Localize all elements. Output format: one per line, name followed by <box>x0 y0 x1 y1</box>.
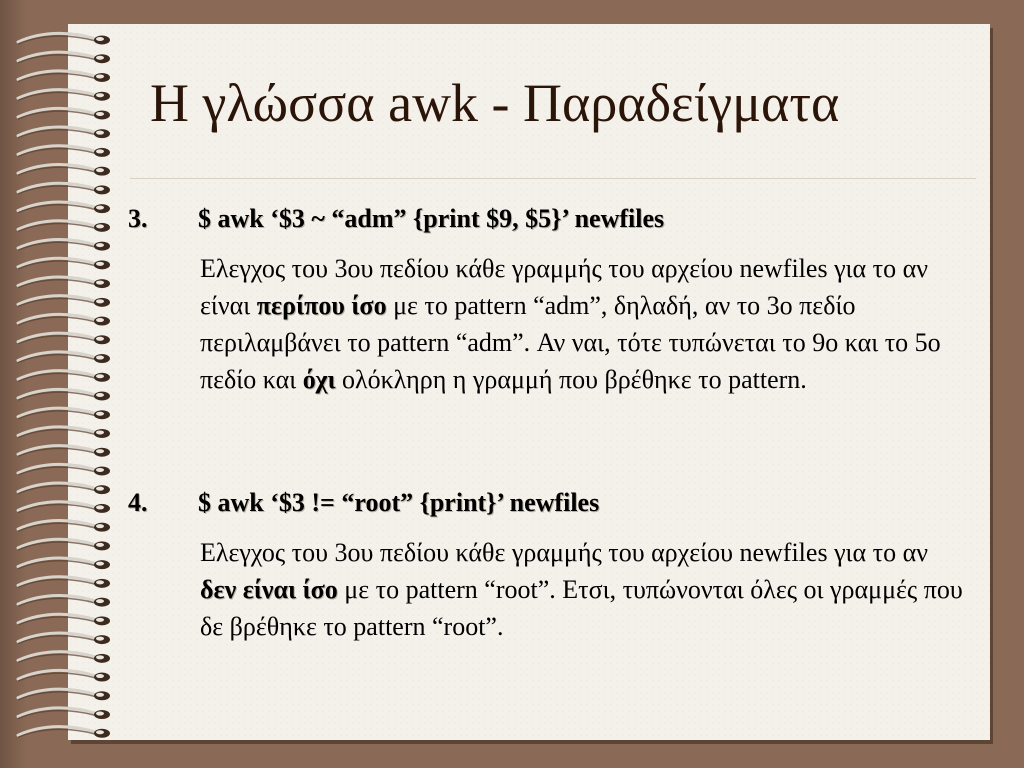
spiral-ring <box>18 577 110 588</box>
item-description <box>200 534 970 645</box>
spiral-ring <box>18 483 110 494</box>
spiral-ring <box>18 221 110 232</box>
description-text: Ελεγχος του 3ου πεδίου κάθε γραμμής του αρχείου newfiles για το αν <box>200 538 928 567</box>
spiral-ring <box>18 408 110 419</box>
item-number: 4. <box>128 488 148 517</box>
spiral-ring <box>18 595 110 606</box>
spiral-ring <box>18 165 110 176</box>
spiral-ring <box>18 90 110 101</box>
description-text: με το pattern “root”. Ετσι, τυπώνονται όλες οι γραμμές που δε βρέθηκε το pattern “root”. <box>200 575 963 641</box>
spiral-ring <box>18 258 110 269</box>
spiral-ring <box>18 670 110 681</box>
spiral-ring <box>18 539 110 550</box>
spiral-binding-icon <box>14 30 114 742</box>
spiral-ring <box>18 183 110 194</box>
spiral-ring <box>18 446 110 457</box>
description-text: με το pattern “adm”, δηλαδή, αν το 3ο πεδίο περιλαμβάνει το pattern “adm”. Αν ναι, τότε τυπώνεται το 9ο και το 5ο πεδίο και <box>200 291 941 394</box>
description-emphasis: όχι <box>302 365 336 394</box>
spiral-ring <box>18 239 110 250</box>
spiral-ring <box>18 427 110 438</box>
spiral-ring <box>18 314 110 325</box>
spiral-ring <box>18 708 110 719</box>
item-number: 3. <box>128 204 148 233</box>
spiral-ring <box>18 464 110 475</box>
spiral-ring <box>18 333 110 344</box>
awk-command: $ awk ‘$3 ~ “adm” {print $9, $5}’ newfiles <box>198 204 665 233</box>
spiral-ring <box>18 202 110 213</box>
slide-title: Η γλώσσα awk - Παραδείγματα <box>150 73 840 133</box>
spiral-ring <box>18 521 110 532</box>
spiral-ring <box>18 108 110 119</box>
spiral-ring <box>18 352 110 363</box>
description-text: Ελεγχος του 3ου πεδίου κάθε γραμμής του αρχείου newfiles για το αν είναι <box>200 254 928 320</box>
description-emphasis: περίπου ίσο <box>256 291 387 320</box>
spiral-ring <box>18 146 110 157</box>
awk-command: $ awk ‘$3 != “root” {print}’ newfiles <box>198 488 600 517</box>
spiral-ring <box>18 52 110 63</box>
spiral-ring <box>18 689 110 700</box>
spiral-ring <box>18 502 110 513</box>
spiral-ring <box>18 652 110 663</box>
spiral-ring <box>18 296 110 307</box>
spiral-ring <box>18 389 110 400</box>
spiral-ring <box>18 71 110 82</box>
description-text: ολόκληρη η γραμμή που βρέθηκε το pattern. <box>335 365 807 394</box>
spiral-ring <box>18 127 110 138</box>
spiral-ring <box>18 614 110 625</box>
spiral-ring <box>18 277 110 288</box>
item-description <box>200 250 970 398</box>
spiral-ring <box>18 558 110 569</box>
description-emphasis: δεν είναι ίσο <box>200 575 338 604</box>
spiral-ring <box>18 633 110 644</box>
spiral-ring <box>18 727 110 738</box>
title-divider <box>130 178 976 179</box>
spiral-ring <box>18 33 110 44</box>
spiral-ring <box>18 371 110 382</box>
